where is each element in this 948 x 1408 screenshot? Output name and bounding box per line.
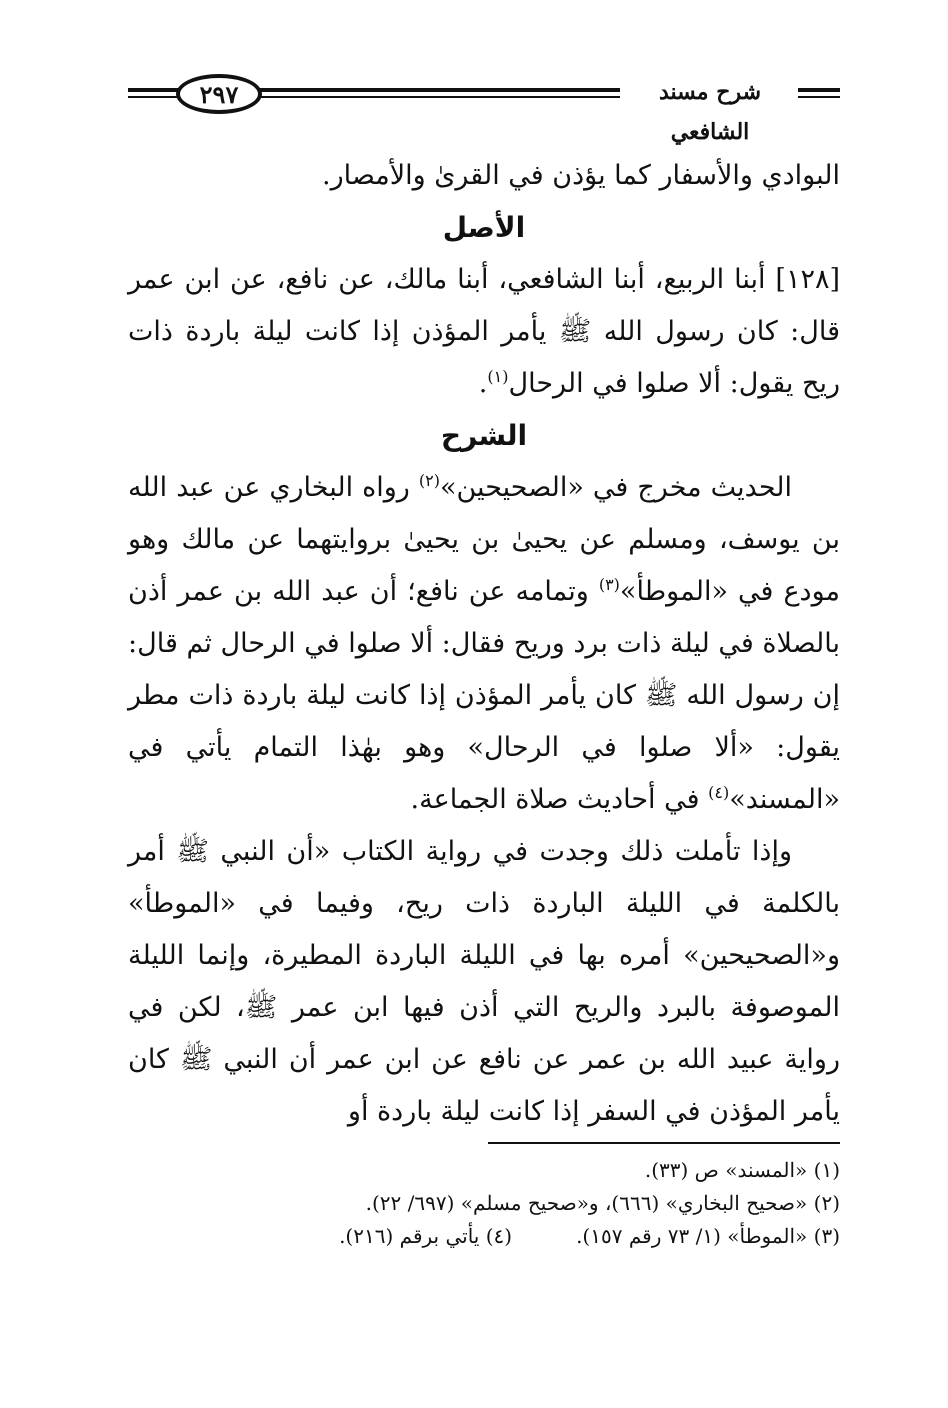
running-title: شرح مسند الشافعي [658, 79, 762, 145]
footnote: (٤) يأتي برقم (٢١٦). [339, 1224, 513, 1248]
commentary-text: وتمامه عن نافع؛ أن عبد الله بن عمر أذن بالصلاة في ليلة ذات برد وريح فقال: ألا صلوا في الرحال ثم قال: إن رسول الله ﷺ كان يأمر المؤذن إذا كانت ليلة باردة ذات مطر يقول: «ألا صلوا في الرحال» وهو بهٰذا التمام يأتي في «المسند» [128, 576, 840, 815]
footnote-ref: (٣) [598, 575, 620, 594]
header-rule [256, 96, 620, 98]
page-header [128, 72, 840, 145]
main-text [128, 150, 840, 1138]
footnote-line [128, 1220, 840, 1253]
header-rule [128, 96, 180, 98]
footnote: (١) «المسند» ص (٣٣). [644, 1158, 840, 1182]
commentary-text: الحديث مخرج في «الصحيحين» [439, 472, 792, 503]
paragraph-commentary: وإذا تأملت ذلك وجدت في رواية الكتاب «أن النبي ﷺ أمر بالكلمة في الليلة الباردة ذات ريح، وفيما في «الموطأ» و«الصحيحين» أمره بها في الليلة الباردة المطيرة، وإنما الليلة الموصوفة بالبرد والريح التي أذن فيها ابن عمر ﷺ، لكن في رواية عبيد الله بن عمر عن نافع عن ابن عمر أن النبي ﷺ كان يأمر المؤذن في السفر إذا كانت ليلة باردة أو [128, 836, 840, 1127]
footnote: (٣) «الموطأ» (١/ ٧٣ رقم ١٥٧). [576, 1224, 840, 1248]
footnote-separator [488, 1142, 840, 1144]
paragraph: البوادي والأسفار كما يؤذن في القرىٰ والأمصار. [322, 160, 840, 191]
footnotes [128, 1154, 840, 1253]
header-rule [256, 88, 620, 92]
section-heading-asl: الأصل [442, 211, 526, 244]
header-rule [798, 88, 840, 92]
paragraph-end: . [478, 368, 488, 399]
footnote-ref: (٢) [418, 471, 440, 490]
header-rule [128, 88, 180, 92]
footnote: (٢) «صحيح البخاري» (٦٦٦)، و«صحيح مسلم» (٦٩٧/ ٢٢). [365, 1191, 840, 1215]
commentary-text: في أحاديث صلاة الجماعة. [410, 784, 709, 815]
footnote-ref: (٤) [708, 783, 730, 802]
section-heading-sharh: الشرح [440, 419, 528, 452]
footnote-ref: (١) [487, 367, 509, 386]
commentary-text: رواه البخاري عن عبد الله بن يوسف، ومسلم عن يحيىٰ بن يحيىٰ بروايتهما عن مالك وهو مودع في «الموطأ» [128, 472, 840, 607]
header-rule [798, 96, 840, 98]
hadith-text: [١٢٨] أبنا الربيع، أبنا الشافعي، أبنا مالك، عن نافع، عن ابن عمر قال: كان رسول الله ﷺ يأمر المؤذن إذا كانت ليلة باردة ذات ريح يقول: ألا صلوا في الرحال [128, 264, 840, 399]
paragraph-commentary [128, 462, 840, 826]
paragraph-hadith [128, 254, 840, 410]
page-number: ٢٩٧ [176, 74, 262, 114]
